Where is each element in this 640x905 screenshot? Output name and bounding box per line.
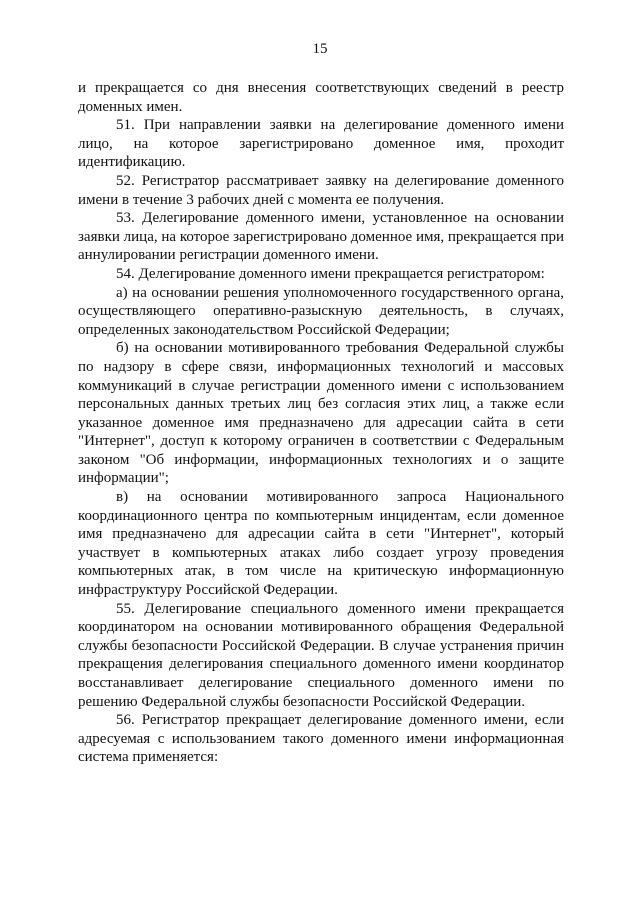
paragraph-54-b: б) на основании мотивированного требования Федеральной службы по надзору в сфере связи, информационных технологий и массовых коммуникаций в случае регистрации доменного имени с использованием персональных данных третьих лиц без согласия этих лиц, а также если указанное доменное имя предназначено для адресации сайта в сети "Интернет", доступ к которому ограничен в соответствии с Федеральным законом "Об информации, информационных технологиях и о защите информации";: [78, 340, 564, 487]
paragraph-54: 54. Делегирование доменного имени прекращается регистратором:: [116, 265, 545, 282]
paragraph-56: 56. Регистратор прекращает делегирование доменного имени, если адресуемая с использованием такого доменного имени информационная система применяется:: [78, 712, 564, 766]
paragraph-55: 55. Делегирование специального доменного имени прекращается координатором на основании мотивированного обращения Федеральной службы безопасности Российской Федерации. В случае устранения причин прекращения делегирования специального доменного имени координатор восстанавливает делегирование специального доменного имени по решению Федеральной службы безопасности Российской Федерации.: [78, 600, 564, 710]
paragraph-54-v: в) на основании мотивированного запроса Национального координационного центра по компьютерным инцидентам, если доменное имя предназначено для адресации сайта в сети "Интернет", который участвует в компьютерных атаках либо создает угрозу проведения компьютерных атак, в том числе на критическую информационную инфраструктуру Российской Федерации.: [78, 489, 564, 599]
paragraph-continuation: и прекращается со дня внесения соответствующих сведений в реестр доменных имен.: [78, 80, 564, 115]
paragraph-52: 52. Регистратор рассматривает заявку на делегирование доменного имени в течение 3 рабочих дней с момента ее получения.: [78, 172, 564, 208]
document-body: [78, 79, 564, 767]
page-number: 15: [312, 41, 328, 57]
paragraph-51: 51. При направлении заявки на делегирование доменного имени лицо, на которое зарегистрировано доменное имя, проходит идентификацию.: [78, 117, 564, 171]
paragraph-54-a: а) на основании решения уполномоченного государственного органа, осуществляющего оперативно-разыскную деятельность, в случаях, определенных законодательством Российской Федерации;: [78, 284, 564, 338]
paragraph-53: 53. Делегирование доменного имени, установленное на основании заявки лица, на которое зарегистрировано доменное имя, прекращается при аннулировании регистрации доменного имени.: [78, 210, 564, 264]
